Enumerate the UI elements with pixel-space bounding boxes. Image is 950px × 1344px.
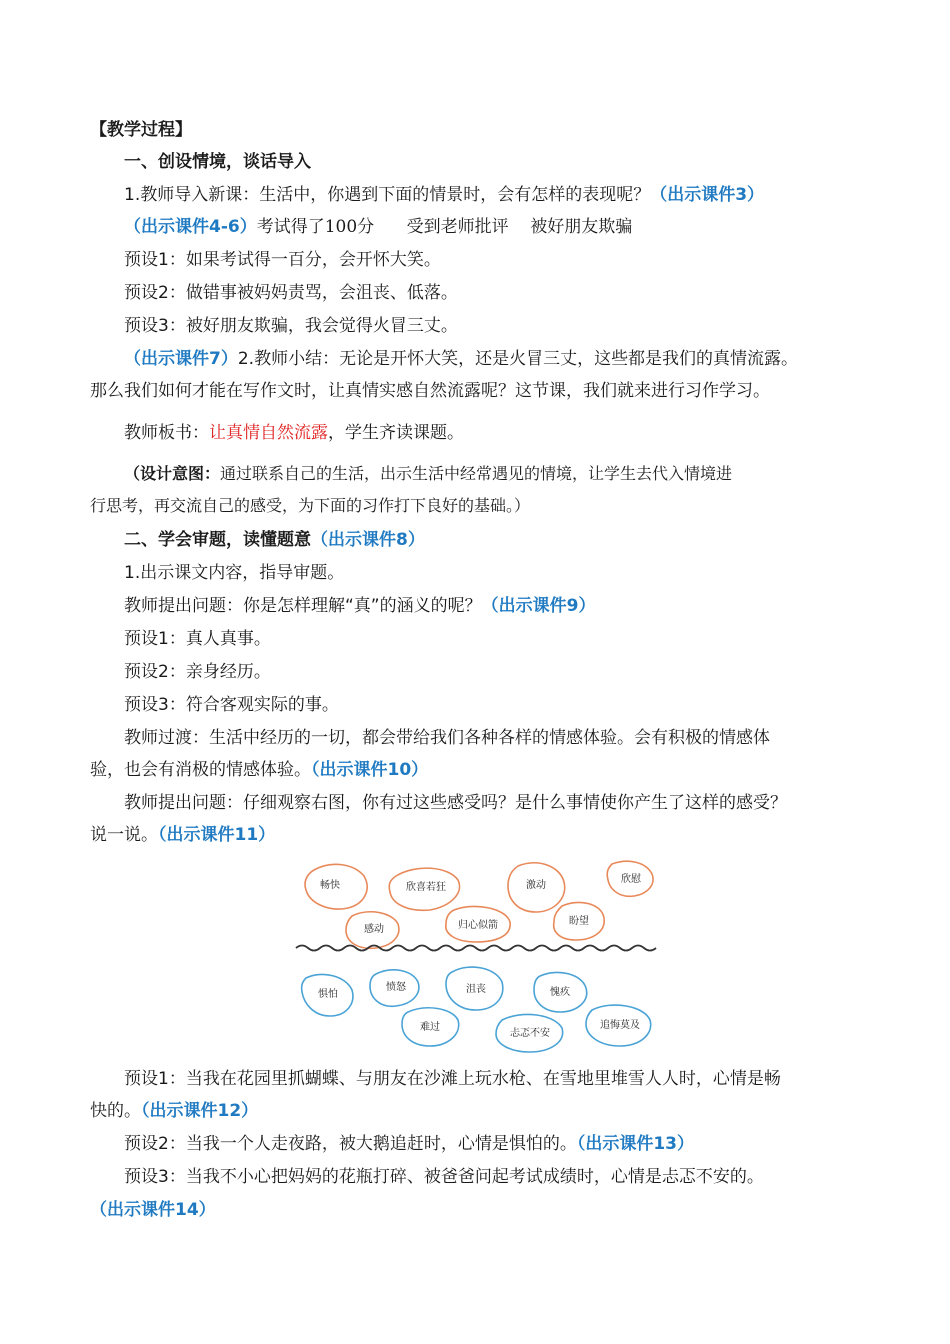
emotion-label: 忐忑不安 (510, 1028, 550, 1039)
courseware-ref: （出示课件3） (650, 185, 765, 205)
answer-text: 预设2：当我一个人走夜路，被大鹅追赶时，心情是惧怕的。 (124, 1134, 577, 1154)
board-tail: ，学生齐读课题。 (328, 423, 464, 443)
answer-1-line-2 (90, 1099, 258, 1123)
emotion-label: 惧怕 (318, 989, 338, 1000)
wavy-divider (296, 946, 656, 951)
courseware-ref: （出示课件13） (576, 1134, 694, 1154)
board-label: 教师板书： (124, 423, 209, 443)
courseware-ref: （出示课件10） (311, 760, 429, 780)
design-intent-label: （设计意图： (124, 464, 221, 483)
courseware-ref: （出示课件4-6） (124, 217, 257, 237)
courseware-ref: （出示课件9） (481, 596, 596, 616)
lesson-title: 让真情自然流露 (209, 423, 328, 443)
paragraph-text: 1.教师导入新课：生活中，你遇到下面的情景时，会有怎样的表现呢？ (124, 185, 651, 205)
question-text: 说一说。 (90, 825, 158, 845)
part1-preset-3: 预设3：被好朋友欺骗，我会觉得火冒三丈。 (124, 316, 458, 336)
courseware-ref: （出示课件8） (311, 530, 425, 550)
emotion-label: 欣慰 (621, 874, 641, 885)
answer-3-line-2 (90, 1198, 216, 1222)
summary-text: 2.教师小结：无论是开怀大笑，还是火冒三丈，这些都是我们的真情流露。 (237, 349, 799, 369)
teacher-summary-line-2: 那么我们如何才能在写作文时，让真情实感自然流露呢？这节课，我们就来进行习作学习。 (90, 381, 770, 401)
question-text: 教师提出问题：你是怎样理解“真”的涵义的呢？ (124, 596, 482, 616)
transition-text: 验，也会有消极的情感体验。 (90, 760, 311, 780)
answer-text: 快的。 (90, 1101, 141, 1121)
part1-paragraph-2 (124, 215, 632, 239)
design-intent-line-1 (124, 462, 732, 486)
teacher-question-2-line-1: 教师提出问题：仔细观察右图，你有过这些感受吗？是什么事情使你产生了这样的感受？ (124, 793, 787, 813)
courseware-ref: （出示课件12） (141, 1101, 259, 1121)
teacher-transition-line-1: 教师过渡：生活中经历的一切，都会带给我们各种各样的情感体验。会有积极的情感体 (124, 728, 770, 748)
teacher-board-writing (124, 421, 464, 445)
courseware-ref: （出示课件7） (124, 349, 238, 369)
emotion-label: 欣喜若狂 (406, 882, 446, 893)
emotion-label: 盼望 (569, 916, 589, 927)
teacher-summary-line-1 (124, 347, 798, 371)
part2-preset-3: 预设3：符合客观实际的事。 (124, 695, 339, 715)
section-title: 【教学过程】 (90, 120, 192, 140)
emotion-label: 沮丧 (466, 984, 486, 995)
teacher-transition-line-2 (90, 758, 428, 782)
part1-heading: 一、创设情境，谈话导入 (124, 152, 311, 172)
emotion-label: 愤怒 (386, 982, 406, 993)
design-intent-line-2: 行思考，再交流自己的感受，为下面的习作打下良好的基础。） (90, 496, 531, 515)
heading-text: 二、学会审题，读懂题意 (124, 530, 311, 550)
part2-question-1 (124, 594, 595, 618)
emotion-bubbles-diagram (292, 852, 664, 1056)
teacher-question-2-line-2 (90, 823, 275, 847)
answer-1-line-1: 预设1：当我在花园里抓蝴蝶、与朋友在沙滩上玩水枪、在雪地里堆雪人人时，心情是畅 (124, 1069, 781, 1089)
part2-preset-2: 预设2：亲身经历。 (124, 662, 271, 682)
courseware-ref: （出示课件11） (158, 825, 276, 845)
emotion-label: 追悔莫及 (600, 1020, 640, 1031)
part1-paragraph-1 (124, 183, 764, 207)
emotion-label: 激动 (526, 880, 546, 891)
emotion-label: 难过 (420, 1022, 440, 1033)
part1-preset-1: 预设1：如果考试得一百分，会开怀大笑。 (124, 250, 441, 270)
courseware-ref: （出示课件14） (90, 1200, 216, 1220)
emotion-label: 感动 (364, 924, 384, 935)
scenario-list: 考试得了100分 受到老师批评 被好朋友欺骗 (256, 217, 633, 237)
part2-heading (124, 528, 425, 552)
emotion-label: 愧疚 (550, 987, 570, 998)
part2-item-1: 1.出示课文内容，指导审题。 (124, 563, 345, 583)
emotion-label: 归心似箭 (458, 920, 498, 931)
part2-preset-1: 预设1：真人真事。 (124, 629, 271, 649)
answer-3-line-1: 预设3：当我不小心把妈妈的花瓶打碎、被爸爸问起考试成绩时，心情是忐忑不安的。 (124, 1167, 764, 1187)
design-intent-text: 通过联系自己的生活，出示生活中经常遇见的情境，让学生去代入情境进 (220, 464, 733, 483)
answer-2 (124, 1132, 694, 1156)
emotion-label: 畅快 (320, 880, 340, 891)
part1-preset-2: 预设2：做错事被妈妈责骂，会沮丧、低落。 (124, 283, 458, 303)
